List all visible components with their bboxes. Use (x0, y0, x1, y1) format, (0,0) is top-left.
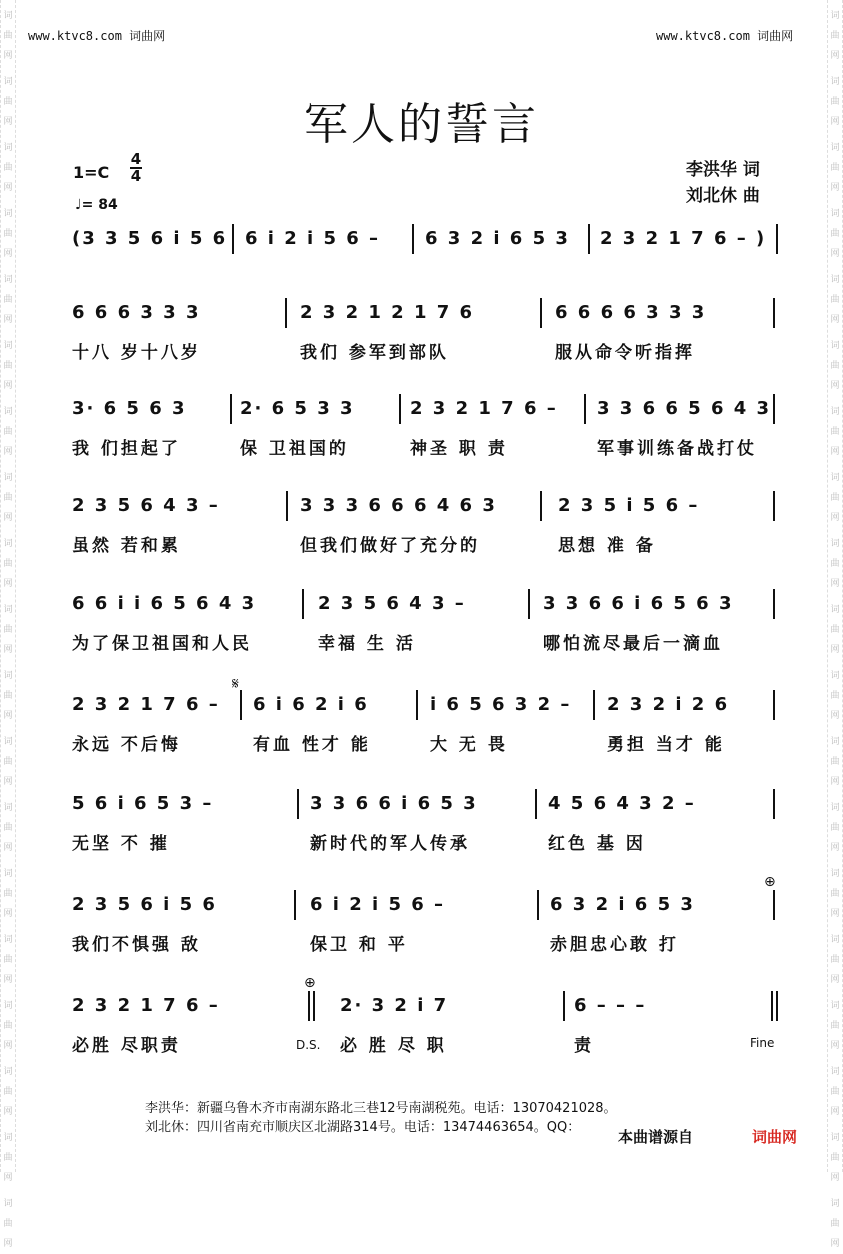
bar-line (776, 224, 778, 254)
watermark-char: 网 (830, 777, 840, 787)
footer-source: 本曲谱源自 (618, 1128, 694, 1146)
watermark-char: 网 (3, 975, 13, 985)
watermark-char: 词 (830, 539, 840, 549)
watermark-char: 曲 (830, 691, 840, 701)
measure-notes: 6 i 6 2 i 6 (253, 694, 369, 715)
measure-notes: 2 3 2 1 7 6 – ) (600, 228, 767, 249)
measure-notes: 6 i 2 i 5 6 – (310, 894, 446, 915)
watermark-char: 曲 (3, 1087, 13, 1097)
measure-notes: 2 3 2 i 2 6 (607, 694, 730, 715)
fine-mark: Fine (750, 1036, 775, 1050)
bar-line (773, 298, 775, 328)
measure-notes: 6 6 i i 6 5 6 4 3 (72, 593, 257, 614)
watermark-char: 网 (830, 1107, 840, 1117)
time-sig-bottom: 4 (130, 167, 142, 185)
watermark-char: 网 (3, 117, 13, 127)
bar-line (528, 589, 530, 619)
bar-line (535, 789, 537, 819)
watermark-char: 网 (830, 117, 840, 127)
watermark-char: 词 (3, 1067, 13, 1077)
watermark-char: 曲 (830, 427, 840, 437)
bar-line (399, 394, 401, 424)
measure-notes: 2· 6 5 3 3 (240, 398, 355, 419)
bar-line (308, 991, 310, 1021)
measure-notes: 6 i 2 i 5 6 – (245, 228, 381, 249)
watermark-char: 曲 (3, 625, 13, 635)
tempo-marking: ♩= 84 (75, 197, 118, 213)
watermark-char: 曲 (3, 31, 13, 41)
watermark-char: 曲 (830, 955, 840, 965)
segno-mark: 𝄋 (232, 674, 239, 693)
watermark-char: 曲 (830, 493, 840, 503)
lyric-line: 红色 基 因 (548, 834, 646, 854)
watermark-char: 词 (3, 1199, 13, 1209)
watermark-char: 曲 (830, 625, 840, 635)
watermark-char: 网 (3, 1173, 13, 1183)
measure-notes: 2 3 5 6 i 5 6 (72, 894, 217, 915)
watermark-char: 网 (830, 381, 840, 391)
bar-line (773, 789, 775, 819)
lyric-line: 勇担 当才 能 (607, 735, 725, 755)
measure-notes: 3 3 3 6 6 6 4 6 3 (300, 495, 497, 516)
lyric-line: 但我们做好了充分的 (300, 536, 480, 556)
lyric-line: 幸福 生 活 (318, 634, 416, 654)
measure-notes: 2 3 2 1 7 6 – (410, 398, 558, 419)
bar-line (302, 589, 304, 619)
bar-line (285, 298, 287, 328)
watermark-char: 曲 (830, 823, 840, 833)
bar-line (297, 789, 299, 819)
watermark-char: 曲 (830, 295, 840, 305)
measure-notes: 5 6 i 6 5 3 – (72, 793, 214, 814)
lyric-line: 保 卫祖国的 (240, 439, 349, 459)
watermark-char: 网 (3, 381, 13, 391)
bar-line (416, 690, 418, 720)
watermark-char: 词 (3, 935, 13, 945)
watermark-char: 曲 (3, 889, 13, 899)
watermark-char: 网 (830, 1239, 840, 1249)
watermark-char: 曲 (3, 691, 13, 701)
header-right-url[interactable]: www.ktvc8.com 词曲网 (656, 29, 794, 43)
lyric-line: 保卫 和 平 (310, 935, 408, 955)
watermark-char: 词 (3, 803, 13, 813)
bar-line (584, 394, 586, 424)
right-watermark-strip (827, 0, 843, 1249)
lyric-line: 思想 准 备 (558, 536, 656, 556)
measure-notes: 3 3 6 6 i 6 5 6 3 (543, 593, 734, 614)
measure-notes: 2 3 2 1 2 1 7 6 (300, 302, 475, 323)
watermark-char: 网 (3, 777, 13, 787)
measure-notes: 4 5 6 4 3 2 – (548, 793, 696, 814)
measure-notes: 3 3 6 6 i 6 5 3 (310, 793, 478, 814)
watermark-char: 词 (830, 671, 840, 681)
watermark-char: 词 (830, 143, 840, 153)
watermark-char: 词 (830, 869, 840, 879)
measure-notes: 2 3 2 1 7 6 – (72, 694, 220, 715)
watermark-char: 网 (3, 645, 13, 655)
bar-line (773, 690, 775, 720)
watermark-char: 网 (3, 1107, 13, 1117)
watermark-char: 词 (830, 1067, 840, 1077)
watermark-char: 曲 (3, 295, 13, 305)
watermark-char: 网 (830, 579, 840, 589)
measure-notes: 3· 6 5 6 3 (72, 398, 187, 419)
watermark-char: 词 (3, 473, 13, 483)
measure-notes: 6 – – – (574, 995, 647, 1016)
watermark-char: 曲 (830, 889, 840, 899)
watermark-char: 词 (830, 77, 840, 87)
lyric-line: 我们不惧强 敌 (72, 935, 201, 955)
lyric-line: 无坚 不 摧 (72, 834, 170, 854)
watermark-char: 词 (830, 1199, 840, 1209)
bar-line (240, 690, 242, 720)
watermark-char: 网 (3, 579, 13, 589)
watermark-char: 词 (3, 143, 13, 153)
watermark-char: 网 (830, 51, 840, 61)
watermark-char: 网 (3, 315, 13, 325)
watermark-char: 网 (3, 183, 13, 193)
watermark-char: 词 (830, 11, 840, 21)
watermark-char: 词 (830, 1133, 840, 1143)
watermark-char: 词 (830, 209, 840, 219)
measure-notes: (3 3 5 6 i 5 6 (72, 228, 228, 249)
bar-line (771, 991, 773, 1021)
watermark-char: 词 (3, 605, 13, 615)
watermark-char: 词 (830, 803, 840, 813)
bar-line (313, 991, 315, 1021)
coda-mark-upper: ⊕ (764, 874, 776, 890)
lyric-line: 为了保卫祖国和人民 (72, 634, 252, 654)
watermark-char: 曲 (3, 823, 13, 833)
watermark-char: 词 (3, 341, 13, 351)
bar-line (286, 491, 288, 521)
measure-notes: 2 3 2 1 7 6 – (72, 995, 220, 1016)
watermark-char: 网 (3, 51, 13, 61)
ds-mark: D.S. (296, 1038, 321, 1052)
page-title: 军人的誓言 (304, 99, 539, 150)
watermark-char: 网 (830, 909, 840, 919)
lyric-line: 服从命令听指挥 (555, 343, 695, 363)
watermark-char: 词 (830, 737, 840, 747)
watermark-char: 词 (830, 407, 840, 417)
watermark-char: 曲 (830, 1219, 840, 1229)
watermark-char: 网 (830, 513, 840, 523)
bar-line (563, 991, 565, 1021)
watermark-char: 词 (830, 275, 840, 285)
bar-line (776, 991, 778, 1021)
watermark-char: 词 (3, 737, 13, 747)
watermark-char: 曲 (3, 1021, 13, 1031)
lyric-line: 我们 参军到部队 (300, 343, 449, 363)
watermark-char: 网 (830, 315, 840, 325)
measure-notes: i 6 5 6 3 2 – (430, 694, 572, 715)
time-signature (130, 152, 142, 184)
watermark-char: 词 (830, 605, 840, 615)
watermark-char: 词 (3, 77, 13, 87)
key-signature: 1=C (73, 163, 110, 182)
bar-line (593, 690, 595, 720)
watermark-char: 网 (3, 1041, 13, 1051)
lyricist-credit: 李洪华 词 (686, 160, 760, 180)
composer-credit: 刘北休 曲 (686, 186, 760, 206)
watermark-char: 网 (3, 909, 13, 919)
watermark-char: 曲 (830, 1087, 840, 1097)
watermark-char: 词 (830, 935, 840, 945)
watermark-char: 网 (830, 975, 840, 985)
lyric-line: 神圣 职 责 (410, 439, 508, 459)
lyric-line: 新时代的军人传承 (310, 834, 470, 854)
watermark-char: 曲 (830, 361, 840, 371)
watermark-char: 网 (3, 513, 13, 523)
watermark-char: 词 (3, 539, 13, 549)
coda-mark-lower: ⊕ (304, 975, 316, 991)
bar-line (412, 224, 414, 254)
bar-line (773, 491, 775, 521)
watermark-char: 曲 (830, 559, 840, 569)
watermark-char: 曲 (3, 559, 13, 569)
footer-contact-lyricist: 李洪华：新疆乌鲁木齐市南湖东路北三巷12号南湖税苑。电话：13070421028。 (145, 1101, 617, 1116)
watermark-char: 曲 (3, 1219, 13, 1229)
footer-brand[interactable]: 词曲网 (752, 1128, 798, 1146)
watermark-char: 词 (3, 275, 13, 285)
footer-contact-composer: 刘北休：四川省南充市顺庆区北湖路314号。电话：13474463654。QQ： (145, 1120, 581, 1135)
measure-notes: 3 3 6 6 5 6 4 3 (597, 398, 772, 419)
measure-notes: 6 6 6 3 3 3 (72, 302, 201, 323)
watermark-char: 网 (830, 711, 840, 721)
bar-line (773, 394, 775, 424)
watermark-char: 网 (3, 711, 13, 721)
watermark-char: 网 (3, 843, 13, 853)
lyric-line: 大 无 畏 (430, 735, 508, 755)
measure-notes: 2 3 5 i 5 6 – (558, 495, 700, 516)
bar-line (588, 224, 590, 254)
watermark-char: 曲 (830, 163, 840, 173)
bar-line (537, 890, 539, 920)
measure-notes: 2· 3 2 i 7 (340, 995, 449, 1016)
watermark-char: 网 (830, 183, 840, 193)
lyric-line: 十八 岁十八岁 (72, 343, 201, 363)
watermark-char: 词 (3, 407, 13, 417)
watermark-char: 曲 (3, 97, 13, 107)
lyric-line: 虽然 若和累 (72, 536, 181, 556)
watermark-char: 词 (3, 209, 13, 219)
watermark-char: 网 (830, 645, 840, 655)
time-sig-top: 4 (130, 150, 142, 168)
watermark-char: 词 (3, 869, 13, 879)
watermark-char: 曲 (830, 1153, 840, 1163)
watermark-char: 词 (830, 1001, 840, 1011)
watermark-char: 网 (830, 1173, 840, 1183)
bar-line (540, 298, 542, 328)
watermark-char: 曲 (830, 97, 840, 107)
lyric-line: 永远 不后悔 (72, 735, 181, 755)
watermark-char: 曲 (3, 229, 13, 239)
watermark-char: 曲 (3, 361, 13, 371)
bar-line (773, 890, 775, 920)
measure-notes: 2 3 5 6 4 3 – (318, 593, 466, 614)
lyric-line: 军事训练备战打仗 (597, 439, 757, 459)
watermark-char: 曲 (3, 163, 13, 173)
lyric-line: 有血 性才 能 (253, 735, 371, 755)
bar-line (230, 394, 232, 424)
lyric-line: 必胜 尽职责 (72, 1036, 181, 1056)
measure-notes: 6 3 2 i 6 5 3 (425, 228, 570, 249)
lyric-line: 赤胆忠心敢 打 (550, 935, 679, 955)
watermark-char: 网 (830, 447, 840, 457)
header-left-url[interactable]: www.ktvc8.com 词曲网 (28, 29, 166, 43)
lyric-line: 必 胜 尽 职 (340, 1036, 447, 1056)
measure-notes: 6 6 6 6 3 3 3 (555, 302, 707, 323)
bar-line (294, 890, 296, 920)
watermark-char: 网 (3, 447, 13, 457)
watermark-char: 网 (830, 249, 840, 259)
watermark-char: 曲 (3, 1153, 13, 1163)
measure-notes: 2 3 5 6 4 3 – (72, 495, 220, 516)
watermark-char: 词 (3, 1001, 13, 1011)
watermark-char: 词 (3, 11, 13, 21)
watermark-char: 网 (830, 1041, 840, 1051)
watermark-char: 词 (3, 671, 13, 681)
watermark-char: 曲 (830, 31, 840, 41)
measure-notes: 6 3 2 i 6 5 3 (550, 894, 695, 915)
watermark-char: 网 (3, 1239, 13, 1249)
watermark-char: 曲 (3, 757, 13, 767)
watermark-char: 曲 (3, 427, 13, 437)
lyric-line: 责 (574, 1036, 594, 1056)
watermark-char: 曲 (830, 757, 840, 767)
bar-line (773, 589, 775, 619)
watermark-char: 网 (830, 843, 840, 853)
bar-line (232, 224, 234, 254)
lyric-line: 哪怕流尽最后一滴血 (543, 634, 723, 654)
watermark-char: 词 (830, 341, 840, 351)
watermark-char: 词 (830, 473, 840, 483)
watermark-char: 曲 (830, 229, 840, 239)
watermark-char: 词 (3, 1133, 13, 1143)
lyric-line: 我 们担起了 (72, 439, 181, 459)
watermark-char: 曲 (3, 955, 13, 965)
watermark-char: 曲 (3, 493, 13, 503)
bar-line (540, 491, 542, 521)
watermark-char: 曲 (830, 1021, 840, 1031)
left-watermark-strip (0, 0, 16, 1249)
watermark-char: 网 (3, 249, 13, 259)
